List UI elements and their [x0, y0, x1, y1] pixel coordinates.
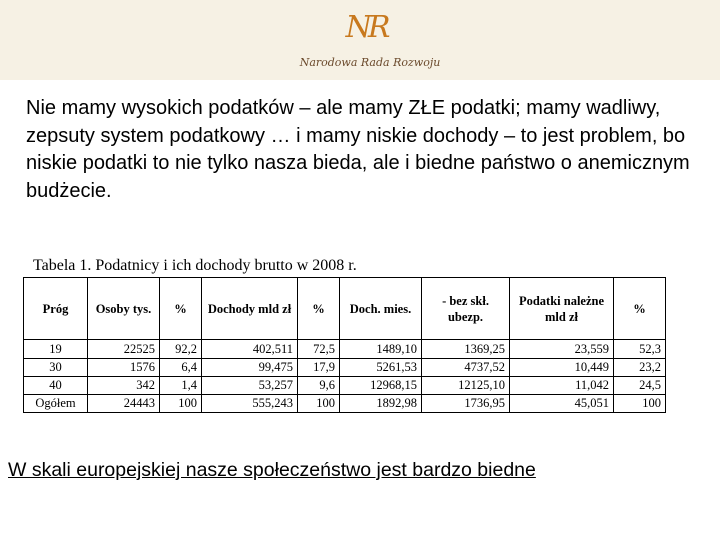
table-cell: 100: [298, 395, 340, 413]
table-cell: 23,559: [510, 340, 614, 359]
col-header-podatki: Podatki należne mld zł: [510, 278, 614, 340]
table-cell: 23,2: [614, 359, 666, 377]
table-row-total: [24, 395, 666, 413]
table-title: Tabela 1. Podatnicy i ich dochody brutto w 2008 r.: [33, 257, 357, 274]
table-cell: 342: [88, 377, 160, 395]
table-cell: 1576: [88, 359, 160, 377]
table-cell: 9,6: [298, 377, 340, 395]
col-header-bez-skl: - bez skł. ubezp.: [422, 278, 510, 340]
table-cell: 12968,15: [340, 377, 422, 395]
table-cell: 5261,53: [340, 359, 422, 377]
col-header-dochody: Dochody mld zł: [202, 278, 298, 340]
table-cell: 24,5: [614, 377, 666, 395]
col-header-pct-osoby: %: [160, 278, 202, 340]
table-cell: 1,4: [160, 377, 202, 395]
table-cell: 1892,98: [340, 395, 422, 413]
table-cell: 17,9: [298, 359, 340, 377]
col-header-osoby: Osoby tys.: [88, 278, 160, 340]
table-cell: 11,042: [510, 377, 614, 395]
table-cell: 30: [24, 359, 88, 377]
table-cell: 6,4: [160, 359, 202, 377]
col-header-pct-dochody: %: [298, 278, 340, 340]
table-cell: 1736,95: [422, 395, 510, 413]
table-cell: 100: [614, 395, 666, 413]
table-cell: 4737,52: [422, 359, 510, 377]
table-row: [24, 377, 666, 395]
table-cell: 12125,10: [422, 377, 510, 395]
taxpayers-table: [23, 277, 666, 413]
table-cell: 45,051: [510, 395, 614, 413]
table-cell: 92,2: [160, 340, 202, 359]
table-cell: 555,243: [202, 395, 298, 413]
col-header-doch-mies: Doch. mies.: [340, 278, 422, 340]
table-cell: 52,3: [614, 340, 666, 359]
table-cell: 10,449: [510, 359, 614, 377]
table-cell: 53,257: [202, 377, 298, 395]
table-row: [24, 340, 666, 359]
footer-statement: W skali europejskiej nasze społeczeństwo jest bardzo biedne: [8, 459, 536, 481]
table-cell: 402,511: [202, 340, 298, 359]
header-band: [0, 0, 720, 80]
intro-paragraph: Nie mamy wysokich podatków – ale mamy ZŁE podatki; mamy wadliwy, zepsuty system podatkowy … i mamy niskie dochody – to jest problem, bo niskie podatki to nie tylko nasza bieda, ale i biedne państwo o anemicznym budżecie.: [26, 97, 690, 202]
table-cell: 19: [24, 340, 88, 359]
table-row: [24, 359, 666, 377]
organization-name: Narodowa Rada Rozwoju: [299, 56, 441, 69]
table-cell: 99,475: [202, 359, 298, 377]
table-cell: 40: [24, 377, 88, 395]
table-header-row: [24, 278, 666, 340]
table-cell: Ogółem: [24, 395, 88, 413]
col-header-prog: Próg: [24, 278, 88, 340]
table-cell: 72,5: [298, 340, 340, 359]
table-cell: 100: [160, 395, 202, 413]
table-cell: 24443: [88, 395, 160, 413]
table-cell: 22525: [88, 340, 160, 359]
nrr-logo: NR: [345, 10, 387, 45]
table-cell: 1489,10: [340, 340, 422, 359]
table-cell: 1369,25: [422, 340, 510, 359]
col-header-pct-podatki: %: [614, 278, 666, 340]
